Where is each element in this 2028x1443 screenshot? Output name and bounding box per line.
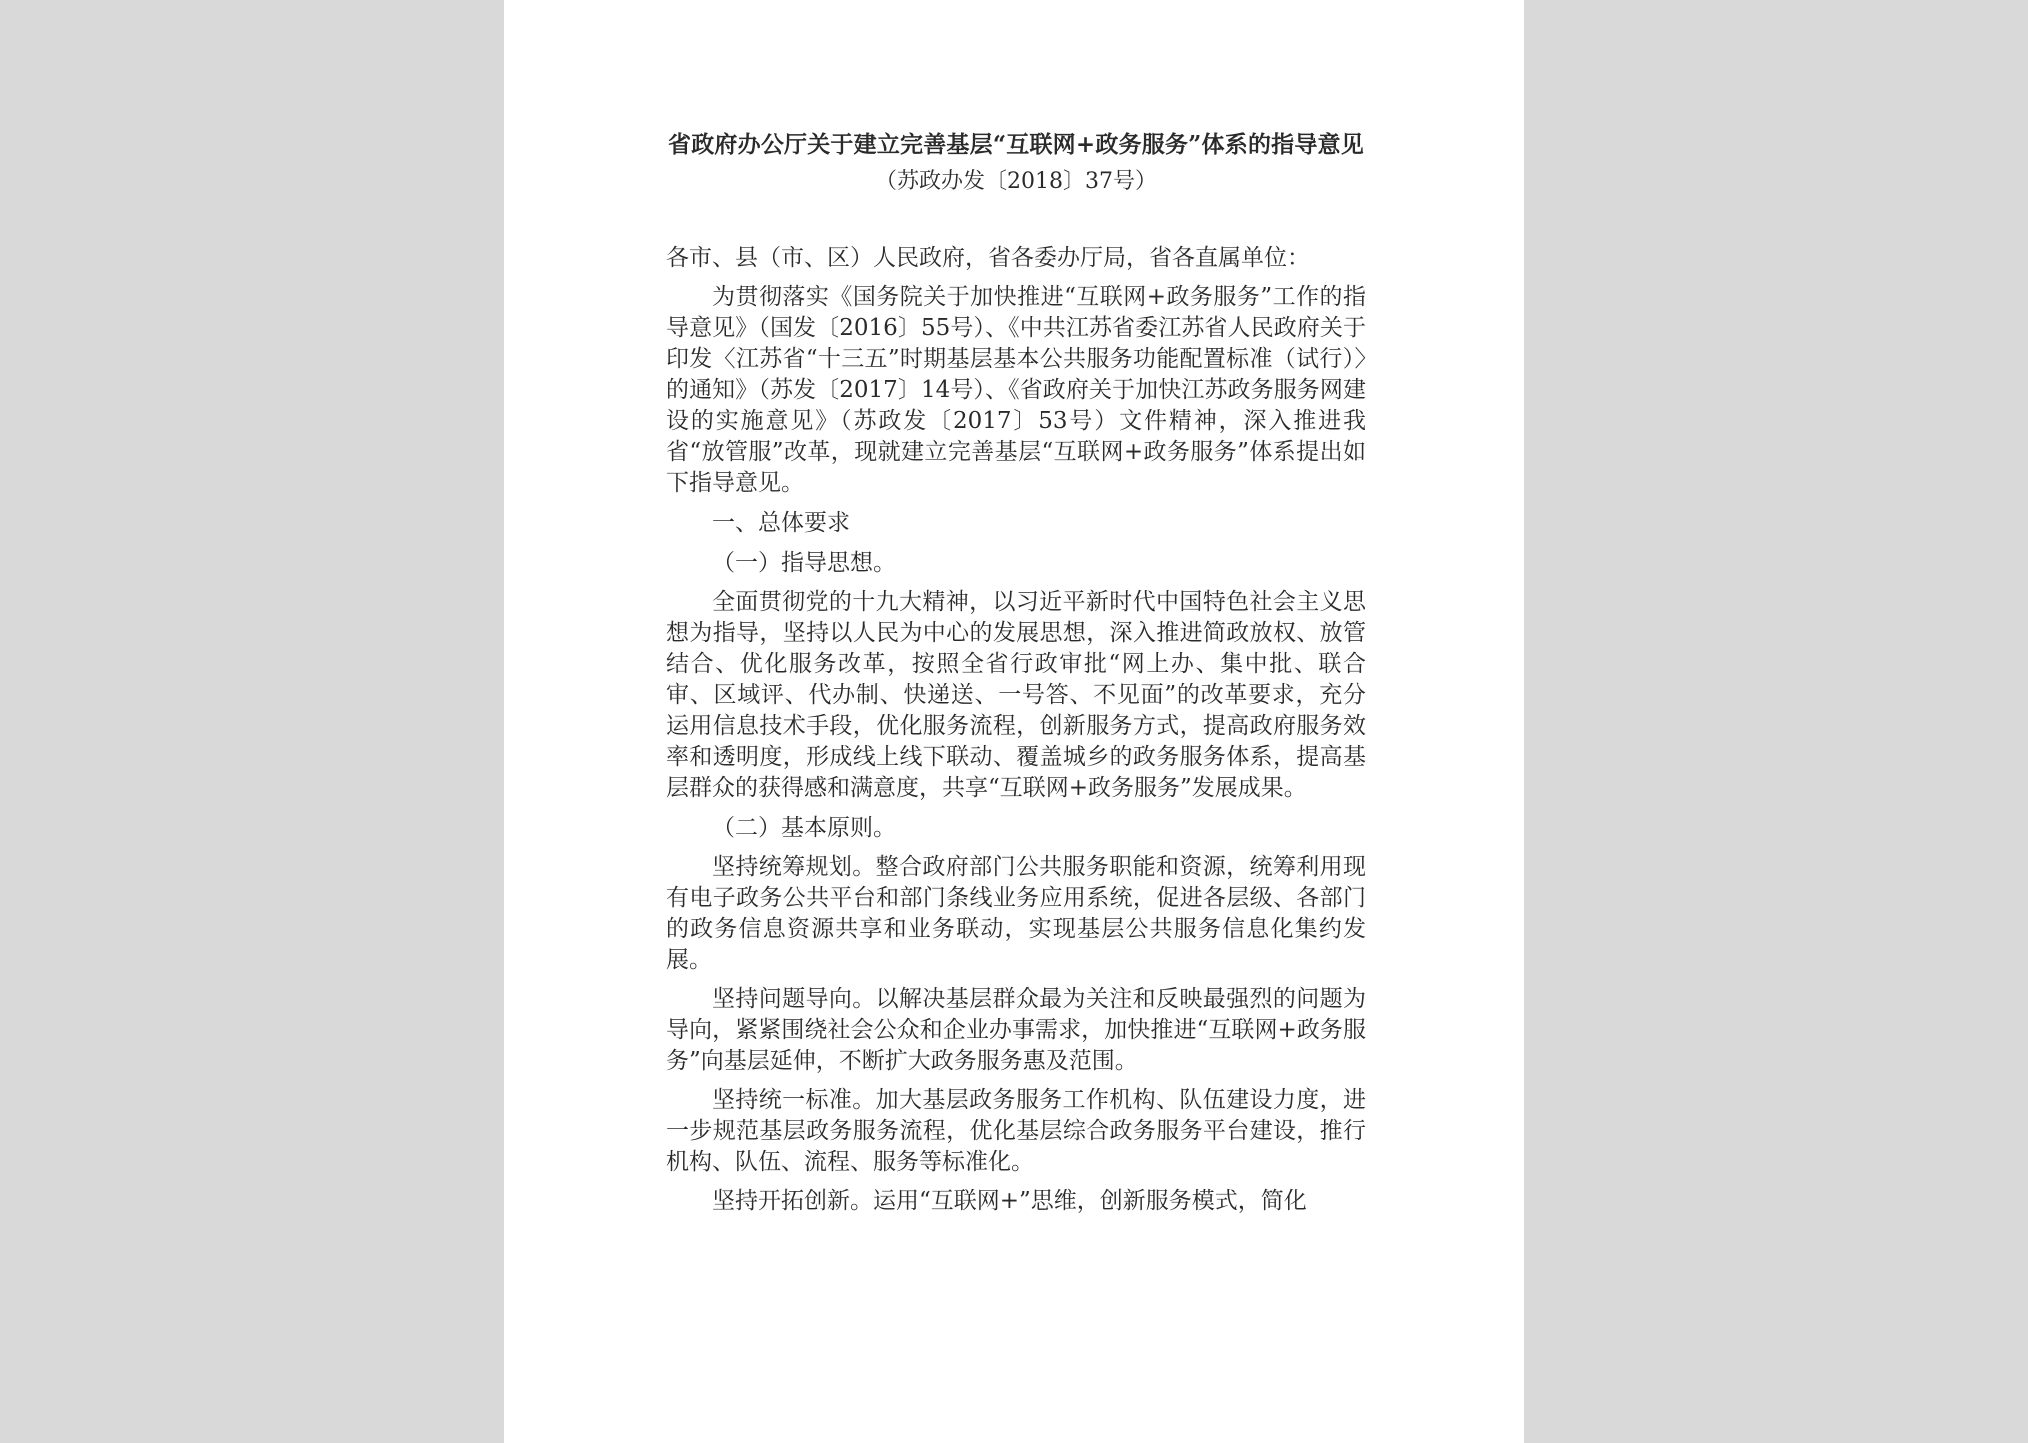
intro-paragraph: 为贯彻落实《国务院关于加快推进“互联网+政务服务”工作的指导意见》（国发〔2016〕55号）、《中共江苏省委江苏省人民政府关于印发〈江苏省“十三五”时期基层基本公共服务功能配置标准（试行）〉的通知》（苏发〔2017〕14号）、《省政府关于加快江苏政务服务网建设的实施意见》（苏政发〔2017〕53号）文件精神，深入推进我省“放管服”改革，现就建立完善基层“互联网+政务服务”体系提出如下指导意见。 [666, 284, 1366, 496]
subsection-heading-guiding-ideology: （一）指导思想。 [712, 550, 896, 576]
section-heading-1: 一、总体要求 [712, 510, 850, 536]
document-number: （苏政办发〔2018〕37号） [875, 169, 1157, 194]
document-page [504, 0, 1524, 1443]
principle-paragraph-1: 坚持统筹规划。整合政府部门公共服务职能和资源，统筹利用现有电子政务公共平台和部门条线业务应用系统，促进各层级、各部门的政务信息资源共享和业务联动，实现基层公共服务信息化集约发展。 [666, 854, 1366, 973]
document-body [666, 128, 1366, 1217]
guiding-ideology-paragraph: 全面贯彻党的十九大精神，以习近平新时代中国特色社会主义思想为指导，坚持以人民为中心的发展思想，深入推进简政放权、放管结合、优化服务改革，按照全省行政审批“网上办、集中批、联合审、区域评、代办制、快递送、一号答、不见面”的改革要求，充分运用信息技术手段，优化服务流程，创新服务方式，提高政府服务效率和透明度，形成线上线下联动、覆盖城乡的政务服务体系，提高基层群众的获得感和满意度，共享“互联网+政务服务”发展成果。 [666, 589, 1366, 801]
principle-paragraph-2: 坚持问题导向。以解决基层群众最为关注和反映最强烈的问题为导向，紧紧围绕社会公众和企业办事需求，加快推进“互联网+政务服务”向基层延伸，不断扩大政务服务惠及范围。 [666, 986, 1366, 1074]
subsection-heading-basic-principles: （二）基本原则。 [712, 815, 896, 841]
document-title: 省政府办公厅关于建立完善基层“互联网+政务服务”体系的指导意见 [668, 131, 1364, 158]
addressee-line: 各市、县（市、区）人民政府，省各委办厅局，省各直属单位： [666, 245, 1310, 271]
principle-paragraph-3: 坚持统一标准。加大基层政务服务工作机构、队伍建设力度，进一步规范基层政务服务流程，优化基层综合政务服务平台建设，推行机构、队伍、流程、服务等标准化。 [666, 1087, 1366, 1175]
principle-paragraph-4: 坚持开拓创新。运用“互联网+”思维，创新服务模式，简化 [712, 1188, 1307, 1214]
